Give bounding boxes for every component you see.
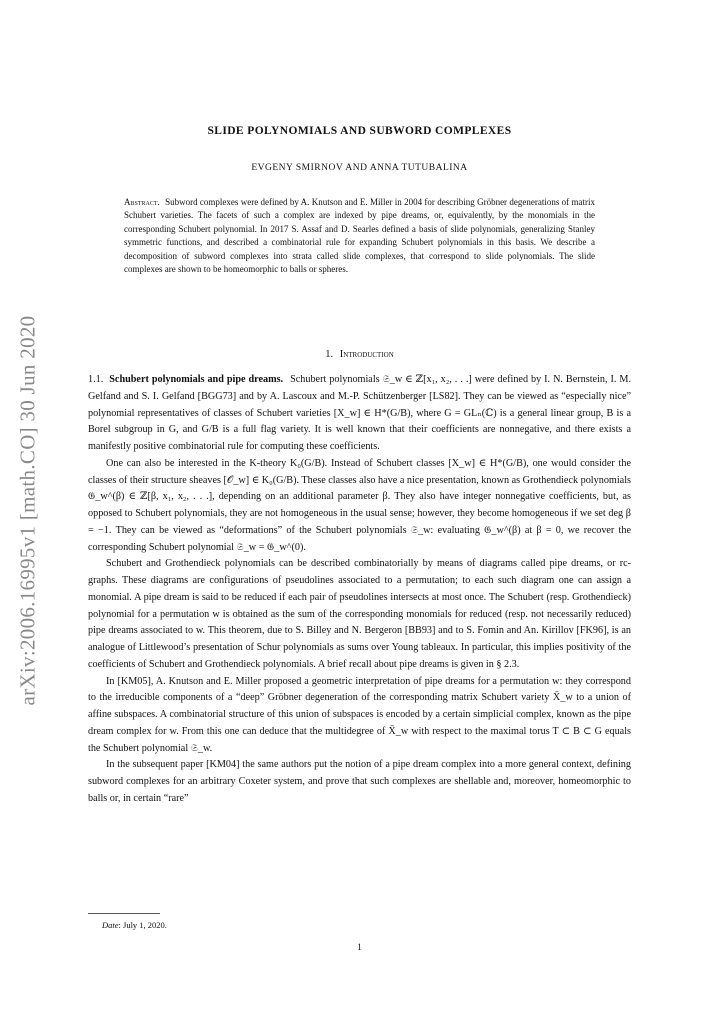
footnote-text: : July 1, 2020.	[118, 920, 167, 930]
footnote-divider	[88, 913, 160, 914]
paragraph: In [KM05], A. Knutson and E. Miller proposed a geometric interpretation of pipe dreams for a permutation w: they correspond to the irreducible components of a “deep” Gröbner degeneration of the corresponding matrix Schubert variety X̄_w to a union of affine subspaces. A combinatorial structure of this union of subspaces is encoded by a certain simplicial complex, known as the pipe dream complex for w. From this one can deduce that the multidegree of X̄_w with respect to the maximal torus T ⊂ B ⊂ G equals the Schubert polynomial 𝔖_w.	[88, 675, 631, 754]
abstract	[124, 196, 595, 276]
subsection-number: 1.1.	[88, 374, 104, 385]
paper-authors: EVGENY SMIRNOV AND ANNA TUTUBALINA	[251, 163, 468, 173]
section-heading	[88, 349, 631, 360]
paper-title: SLIDE POLYNOMIALS AND SUBWORD COMPLEXES	[207, 125, 512, 137]
paragraph: Schubert and Grothendieck polynomials can be described combinatorially by means of diagrams called pipe dreams, or rc-graphs. These diagrams are configurations of pseudolines associated to a permutation; to each such diagram one can assign a monomial. A pipe dream is said to be reduced if each pair of pseudolines intersects at most once. The Schubert (resp. Grothendieck) polynomial for a permutation w is obtained as the sum of the corresponding monomials for reduced (resp. not necessarily reduced) pipe dreams associated to w. This theorem, due to S. Billey and N. Bergeron [BB93] and to S. Fomin and An. Kirillov [FK96], is an analogue of Littlewood’s presentation of Schur polynomials as sums over Young tableaux. In particular, this implies positivity of the coefficients of Schubert and Grothendieck polynomials. A brief recall about pipe dreams is given in § 2.3.	[88, 558, 631, 670]
abstract-text: Subword complexes were defined by A. Knutson and E. Miller in 2004 for describing Gröbner degenerations of matrix Schubert varieties. The facets of such a complex are indexed by pipe dreams, or, equivalently, by the monomials in the corresponding Schubert polynomial. In 2017 S. Assaf and D. Searles defined a basis of slide polynomials, generalizing Stanley symmetric functions, and described a combinatorial rule for expanding Schubert polynomials in this basis. We describe a decomposition of subword complexes into strata called slide complexes, that correspond to slide polynomials. The slide complexes are shown to be homeomorphic to balls or spheres.	[124, 197, 595, 275]
footnote	[102, 920, 167, 930]
paragraph: One can also be interested in the K-theory K₀(G/B). Instead of Schubert classes [X_w] ∈ H*(G/B), one would consider the classes of their structure sheaves [𝒪_w] ∈ K₀(G/B). These classes also have a nice presentation, known as Grothendieck polynomials 𝔊_w^(β) ∈ ℤ[β, x₁, x₂, . . .], depending on an additional parameter β. They also have integer nonnegative coefficients, but, as opposed to Schubert polynomials, they are not homogeneous in the usual sense; however, they become homogeneous if we set deg β = −1. They can be viewed as “deformations” of the Schubert polynomials 𝔖_w: evaluating 𝔊_w^(β) at β = 0, we recover the corresponding Schubert polynomial 𝔖_w = 𝔊_w^(0).	[88, 457, 631, 553]
paragraph-text: Schubert polynomials 𝔖_w ∈ ℤ[x₁, x₂, . . .] were defined by I. N. Bernstein, I. M. Gelfand and S. I. Gelfand [BGG73] and by A. Lascoux and M.-P. Schützenberger [LS82]. They can be viewed as “especially nice” polynomial representatives of classes of Schubert varieties [X_w] ∈ H*(G/B), where G = GLₙ(ℂ) is a general linear group, B is a Borel subgroup in G, and G/B is a full flag variety. It is well known that their coefficients are nonnegative, and there exists a manifestly positive combinatorial rule for computing these coefficients.	[88, 374, 632, 452]
section-number: 1.	[325, 349, 334, 360]
subsection-title: Schubert polynomials and pipe dreams.	[109, 374, 284, 385]
paragraph	[88, 372, 631, 456]
footnote-label: Date	[102, 920, 119, 930]
abstract-label: Abstract.	[124, 197, 160, 207]
arxiv-identifier-text: arXiv:2006.16995v1 [math.CO] 30 Jun 2020	[15, 315, 40, 705]
body-text	[88, 372, 631, 808]
page-number: 1	[357, 943, 362, 953]
section-title: Introduction	[339, 349, 394, 360]
arxiv-identifier-stamp	[8, 300, 48, 720]
paragraph: In the subsequent paper [KM04] the same authors put the notion of a pipe dream complex into a more general context, defining subword complexes for an arbitrary Coxeter system, and prove that such complexes are shellable and, moreover, homeomorphic to balls or, in certain “rare”	[88, 759, 631, 804]
